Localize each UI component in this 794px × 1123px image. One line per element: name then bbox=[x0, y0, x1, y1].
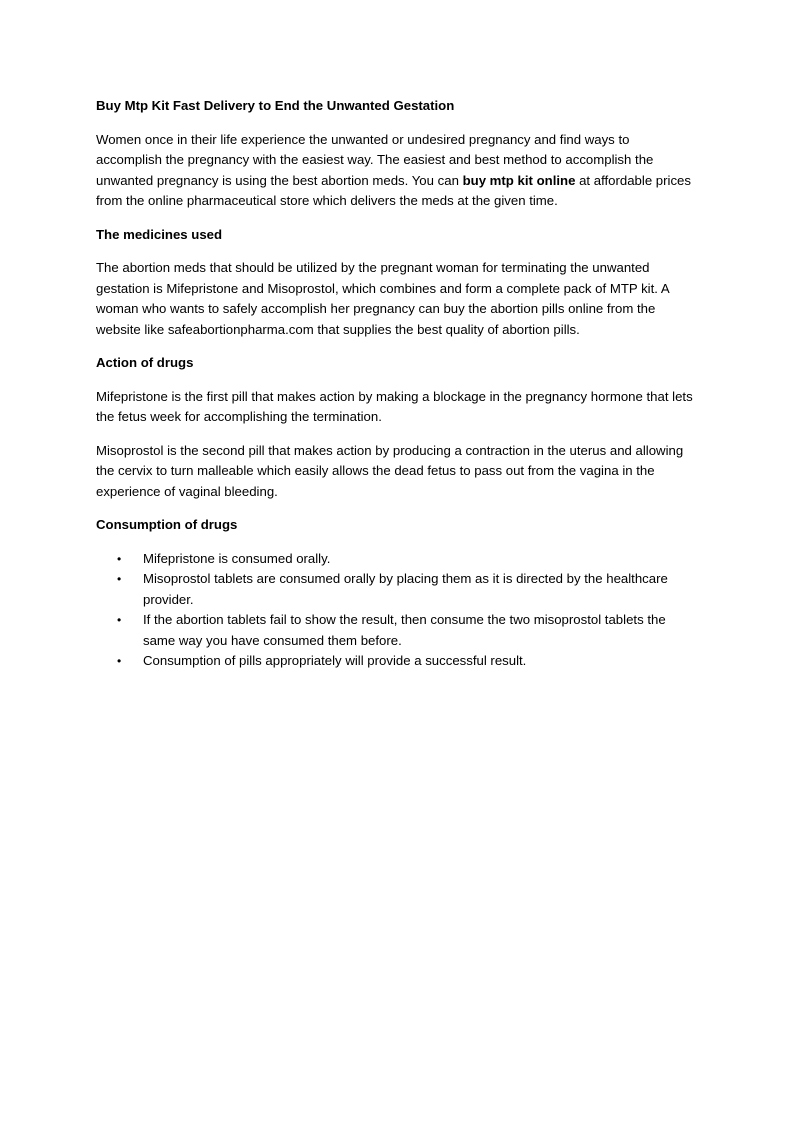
intro-text-before: Women once in their life experience the unwanted or undesired pregnancy and find ways to accomplish the pregnancy with the easiest way. The easiest and best method to accomplish the unwanted pregnancy is using the best abortion meds. You can bbox=[96, 131, 654, 188]
heading-medicines-used: The medicines used bbox=[96, 226, 223, 242]
list-item bbox=[96, 610, 696, 651]
list-item-text: Misoprostol tablets are consumed orally by placing them as it is directed by the healthcare provider. bbox=[143, 571, 668, 607]
list-item bbox=[96, 651, 696, 672]
list-item bbox=[96, 549, 696, 570]
bullet-icon: • bbox=[117, 572, 122, 586]
heading-action-of-drugs: Action of drugs bbox=[96, 355, 194, 370]
list-item-text: If the abortion tablets fail to show the result, then consume the two misoprostol tablets the same way you have consumed them before. bbox=[143, 612, 666, 648]
action-paragraph-misoprostol: Misoprostol is the second pill that makes action by producing a contraction in the uterus and allowing the cervix to turn malleable which easily allows the dead fetus to pass out from the vagina in the experience of vaginal bleeding. bbox=[96, 442, 684, 499]
bullet-icon: • bbox=[117, 613, 122, 627]
list-item-text: Mifepristone is consumed orally. bbox=[143, 550, 331, 566]
heading-consumption-of-drugs: Consumption of drugs bbox=[96, 517, 238, 532]
medicines-paragraph: The abortion meds that should be utilized by the pregnant woman for terminating the unwanted gestation is Mifepristone and Misoprostol, which combines and form a complete pack of MTP kit. A woman who wants to safely accomplish her pregnancy can buy the abortion pills online from the website like safeabortionpharma.com that supplies the best quality of abortion pills. bbox=[96, 260, 669, 337]
action-paragraph-mifepristone: Mifepristone is the first pill that makes action by making a blockage in the pregnancy hormone that lets the fetus week for accomplishing the termination. bbox=[96, 388, 693, 424]
bullet-icon: • bbox=[117, 654, 122, 668]
document-page bbox=[96, 96, 696, 672]
bullet-icon: • bbox=[117, 551, 122, 566]
intro-paragraph bbox=[96, 130, 696, 212]
intro-bold-keyword: buy mtp kit online bbox=[462, 172, 576, 188]
consumption-list bbox=[96, 549, 696, 672]
list-item bbox=[96, 569, 696, 610]
document-title: Buy Mtp Kit Fast Delivery to End the Unwanted Gestation bbox=[96, 98, 455, 113]
intro-text-after: at affordable prices from the online pharmaceutical store which delivers the meds at the given time. bbox=[96, 172, 691, 208]
list-item-text: Consumption of pills appropriately will provide a successful result. bbox=[143, 653, 527, 668]
